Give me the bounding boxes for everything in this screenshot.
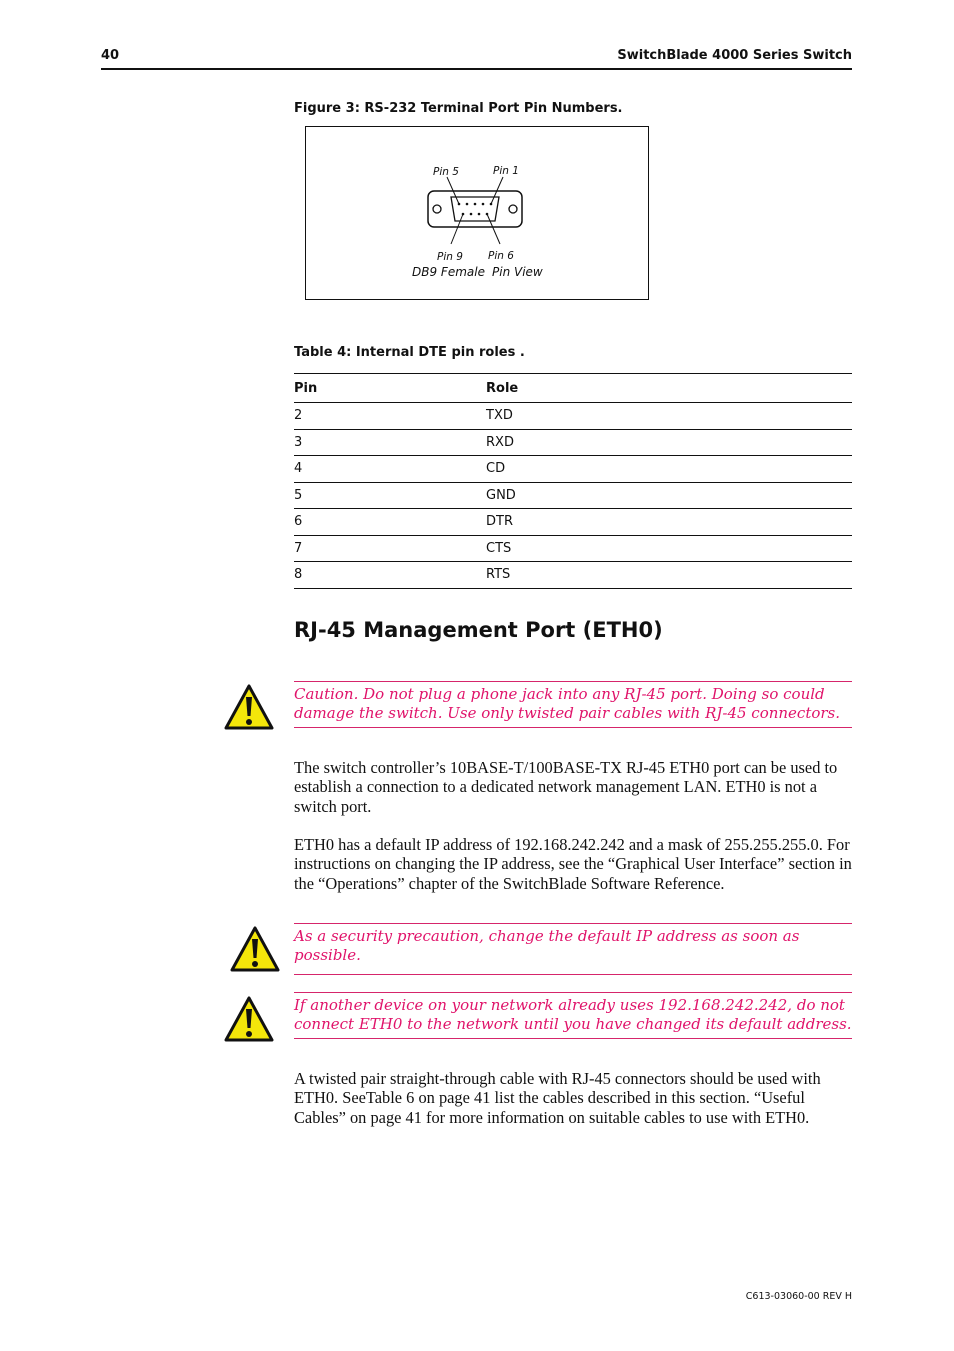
connector-label: DB9 Female	[412, 265, 485, 279]
role-cell: DTR	[486, 509, 852, 536]
pin-cell: 8	[294, 562, 486, 589]
table-row	[294, 535, 852, 562]
role-cell: CTS	[486, 535, 852, 562]
role-cell: TXD	[486, 403, 852, 430]
figure-box	[305, 126, 649, 300]
caution-text: Caution. Do not plug a phone jack into any RJ-45 port. Doing so could damage the switch. Use only twisted pair cables with RJ-45 connectors.	[294, 685, 841, 722]
role-cell: CD	[486, 456, 852, 483]
role-cell: RXD	[486, 429, 852, 456]
figure-caption: Figure 3: RS-232 Terminal Port Pin Numbers.	[294, 101, 623, 116]
role-cell: GND	[486, 482, 852, 509]
pin6-label: Pin 6	[488, 250, 514, 262]
mount-hole-right	[509, 205, 517, 213]
body-paragraph: ETH0 has a default IP address of 192.168.242.242 and a mask of 255.255.255.0. For instructions on changing the IP address, see the “Graphical User Interface” section in the “Operations” chapter of the SwitchBlade Software Reference.	[294, 835, 852, 893]
table-row	[294, 429, 852, 456]
column-header-role: Role	[486, 374, 852, 403]
pin-cell: 2	[294, 403, 486, 430]
table-row	[294, 562, 852, 589]
pin-roles-table	[294, 373, 852, 589]
pin-cell: 6	[294, 509, 486, 536]
table-row	[294, 403, 852, 430]
caution-box	[294, 992, 852, 1039]
pin-cell: 5	[294, 482, 486, 509]
table-header-row	[294, 374, 852, 403]
running-header-title: SwitchBlade 4000 Series Switch	[617, 48, 852, 63]
pin-cell: 4	[294, 456, 486, 483]
section-heading: RJ-45 Management Port (ETH0)	[294, 618, 663, 642]
table-row	[294, 482, 852, 509]
column-header-pin: Pin	[294, 374, 486, 403]
pin9-label: Pin 9	[437, 251, 463, 263]
caution-text: If another device on your network already uses 192.168.242.242, do not connect ETH0 to the network until you have changed its default address.	[294, 996, 852, 1033]
connector-face	[451, 197, 499, 221]
page-number: 40	[101, 48, 120, 63]
body-paragraph: A twisted pair straight-through cable with RJ-45 connectors should be used with ETH0. SeeTable 6 on page 41 list the cables described in this section. “Useful Cables” on page 41 for more information on suitable cables to use with ETH0.	[294, 1069, 821, 1127]
caution-box	[294, 923, 852, 975]
view-label: Pin View	[492, 265, 543, 279]
warning-triangle-icon	[223, 995, 275, 1043]
header-rule	[101, 68, 852, 70]
pin-cell: 3	[294, 429, 486, 456]
mount-hole-left	[433, 205, 441, 213]
table-row	[294, 509, 852, 536]
pin-cell: 7	[294, 535, 486, 562]
pin5-label: Pin 5	[433, 166, 459, 178]
role-cell: RTS	[486, 562, 852, 589]
table-row	[294, 456, 852, 483]
caution-text: As a security precaution, change the default IP address as soon as possible.	[294, 927, 800, 964]
warning-triangle-icon	[229, 925, 281, 973]
table-caption: Table 4: Internal DTE pin roles .	[294, 345, 525, 360]
db9-connector-diagram	[306, 127, 648, 299]
caution-box	[294, 681, 852, 728]
pin1-label: Pin 1	[493, 165, 519, 177]
footer-doc-id: C613-03060-00 REV H	[745, 1291, 852, 1302]
warning-triangle-icon	[223, 683, 275, 731]
body-paragraph: The switch controller’s 10BASE-T/100BASE-TX RJ-45 ETH0 port can be used to establish a connection to a dedicated network management LAN. ETH0 is not a switch port.	[294, 758, 838, 816]
